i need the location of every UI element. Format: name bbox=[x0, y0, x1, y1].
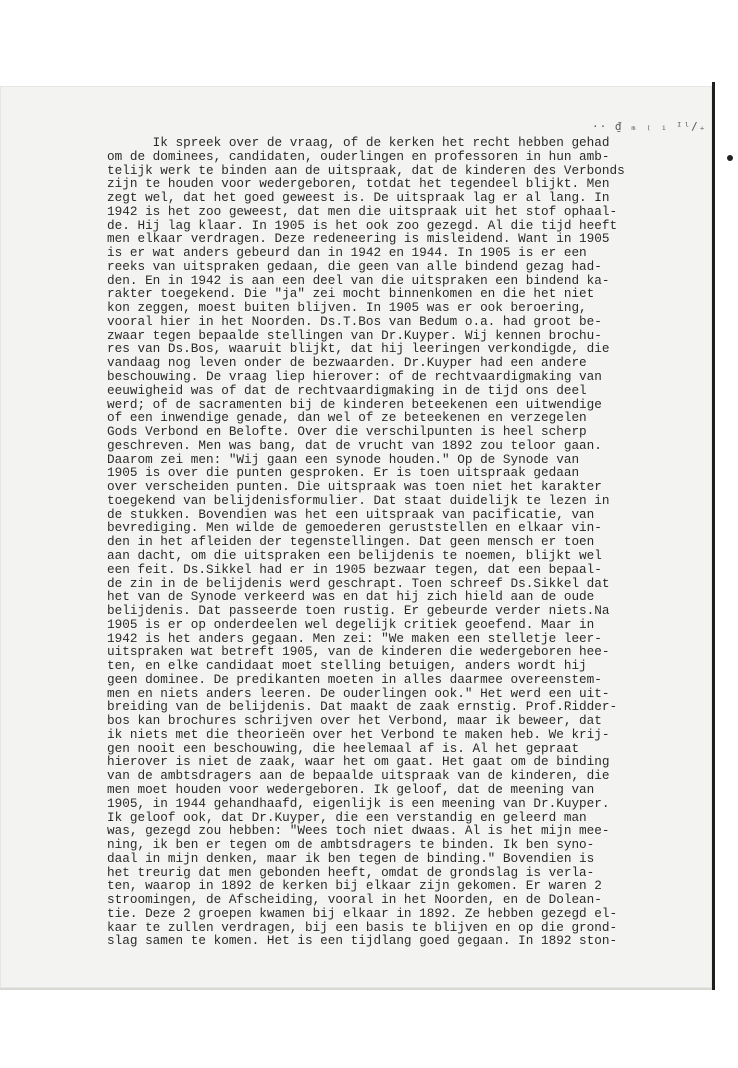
corner-marks: ·· ₫ ₘ ₍ ᵢ ᴵˡ/₊ bbox=[592, 120, 707, 133]
text-line: kaar te zullen verdragen, bij een basis te blijven en op die grond- bbox=[107, 919, 618, 935]
text-line: Ik spreek over de vraag, of de kerken het recht hebben gehad bbox=[107, 135, 610, 150]
text-line: tie. Deze 2 groepen kwamen bij elkaar in 1892. Ze hebben gezegd el- bbox=[107, 905, 618, 921]
margin-dot bbox=[727, 155, 733, 161]
text-line: toegekend van belijdenisformulier. Dat staat duidelijk te lezen in bbox=[107, 492, 610, 508]
text-line: een feit. Ds.Sikkel had er in 1905 bezwaar tegen, dat een bepaal- bbox=[107, 561, 602, 577]
page-edge-strip bbox=[712, 82, 738, 990]
text-line: ten, en elke candidaat moet stelling betuigen, anders wordt hij bbox=[107, 658, 587, 674]
text-line: 1905, in 1944 gehandhaafd, eigenlijk is een meening van Dr.Kuyper. bbox=[107, 795, 610, 811]
text-line: gen nooit een beschouwing, die heelemaal af is. Al het gepraat bbox=[107, 740, 580, 756]
text-line: ik niets met die theorieën over het Verbond te maken heb. We krij- bbox=[107, 726, 610, 742]
text-line: de. Hij lag klaar. In 1905 is het ook zoo gezegd. Al die tijd heeft bbox=[107, 217, 618, 233]
text-line: ning, ik ben er tegen om de ambtsdragers te binden. Ik ben syno- bbox=[107, 837, 595, 853]
text-line: zegt wel, dat het goed geweest is. De uitspraak lag er al lang. In bbox=[107, 190, 610, 206]
text-line: de zin in de belijdenis werd geschrapt. Toen schreef Ds.Sikkel dat bbox=[107, 575, 610, 591]
text-line: werd; of de sacramenten bij de kinderen beteekenen een uitwendige bbox=[107, 396, 602, 412]
text-line: vandaag nog leven onder de bezwaarden. Dr.Kuyper had een andere bbox=[107, 355, 587, 371]
text-line: vooral hier in het Noorden. Ds.T.Bos van Bedum o.a. had groot be- bbox=[107, 313, 602, 329]
typed-text-body bbox=[107, 136, 663, 948]
text-line: men en niets anders leeren. De ouderlingen ook." Het werd een uit- bbox=[107, 685, 610, 701]
text-line: 1942 is het anders gegaan. Men zei: "We maken een stelletje leer- bbox=[107, 630, 602, 646]
text-line: breiding van de belijdenis. Dat maakt de zaak ernstig. Prof.Ridder- bbox=[107, 699, 618, 715]
text-line: 1905 is er op onderdeelen wel degelijk critiek geoefend. Maar in bbox=[107, 616, 595, 632]
text-line: den in het afleiden der tegenstellingen. Dat geen mensch er toen bbox=[107, 534, 595, 550]
text-line: belijdenis. Dat passeerde toen rustig. Er gebeurde verder niets.Na bbox=[107, 603, 610, 619]
text-line: ten, waarop in 1892 de kerken bij elkaar zijn gekomen. Er waren 2 bbox=[107, 878, 602, 894]
text-line: hierover is niet de zaak, waar het om gaat. Het gaat om de binding bbox=[107, 754, 610, 770]
text-line: zijn te houden voor wedergeboren, totdat het tegendeel blijkt. Men bbox=[107, 176, 610, 192]
text-line: daal in mijn denken, maar ik ben tegen de binding." Bovendien is bbox=[107, 850, 595, 866]
text-line: bos kan brochures schrijven over het Verbond, maar ik beweer, dat bbox=[107, 713, 602, 729]
text-line: beschouwing. De vraag liep hierover: of de rechtvaardigmaking van bbox=[107, 369, 602, 385]
text-line: of een inwendige genade, dan wel of ze beteekenen en verzegelen bbox=[107, 410, 587, 426]
text-line: het treurig dat men gebonden heeft, omdat de grondslag is verla- bbox=[107, 864, 595, 880]
text-line: men elkaar verdragen. Deze redeneering is misleidend. Want in 1905 bbox=[107, 231, 610, 247]
paper-bottom-edge bbox=[0, 988, 712, 990]
text-line: het van de Synode verkeerd was en dat hij zich hield aan de oude bbox=[107, 589, 595, 605]
text-line: 1942 is het zoo geweest, dat men die uitspraak uit het stof ophaal- bbox=[107, 203, 618, 219]
text-line: is er wat anders gebeurd dan in 1942 en 1944. In 1905 is er een bbox=[107, 245, 587, 261]
text-line: stroomingen, de Afscheiding, vooral in het Noorden, en de Dolean- bbox=[107, 892, 602, 908]
text-line: Ik geloof ook, dat Dr.Kuyper, die een verstandig en geleerd man bbox=[107, 809, 587, 825]
text-line: geschreven. Men was bang, dat de vrucht van 1892 zou teloor gaan. bbox=[107, 437, 602, 453]
text-line: den. En in 1942 is aan een deel van die uitspraken een bindend ka- bbox=[107, 272, 610, 288]
text-line: zwaar tegen bepaalde stellingen van Dr.Kuyper. Wij kennen brochu- bbox=[107, 327, 602, 343]
text-line: geen dominee. De predikanten moeten in alles daarmee overeenstem- bbox=[107, 671, 602, 687]
text-line: om de dominees, candidaten, ouderlingen en professoren in hun amb- bbox=[107, 148, 610, 164]
text-line: Daarom zei men: "Wij gaan een synode houden." Op de Synode van bbox=[107, 451, 580, 467]
text-line: rakter toegekend. Die "ja" zei mocht binnenkomen en die het niet bbox=[107, 286, 595, 302]
text-line: de stukken. Bovendien was het een uitspraak van pacificatie, van bbox=[107, 506, 595, 522]
text-line: aan dacht, om die uitspraken een belijdenis te noemen, blijkt wel bbox=[107, 547, 602, 563]
text-line: slag samen te komen. Het is een tijdlang goed gegaan. In 1892 ston- bbox=[107, 933, 618, 949]
text-line: over verscheiden punten. Die uitspraak was toen niet het karakter bbox=[107, 479, 602, 495]
text-line: reeks van uitspraken gedaan, die geen van alle bindend gezag had- bbox=[107, 258, 602, 274]
text-line: 1905 is over die punten gesproken. Er is toen uitspraak gedaan bbox=[107, 465, 580, 481]
text-line: telijk werk te binden aan de uitspraak, dat de kinderen des Verbonds bbox=[107, 162, 625, 178]
text-line: van de ambtsdragers aan de bepaalde uitspraak van de kinderen, die bbox=[107, 768, 610, 784]
text-line: kon zeggen, moest buiten blijven. In 1905 was er ook beroering, bbox=[107, 300, 587, 316]
text-line: was, gezegd zou hebben: "Wees toch niet dwaas. Al is het mijn mee- bbox=[107, 823, 610, 839]
text-line: uitspraken wat betreft 1905, van de kinderen die wedergeboren hee- bbox=[107, 644, 610, 660]
text-line: bevrediging. Men wilde de gemoederen geruststellen en elkaar vin- bbox=[107, 520, 602, 536]
text-line: Gods Verbond en Belofte. Over die verschilpunten is heel scherp bbox=[107, 424, 587, 440]
text-line: res van Ds.Bos, waaruit blijkt, dat hij leeringen verkondigde, die bbox=[107, 341, 610, 357]
text-line: eeuwigheid was of dat de rechtvaardigmaking in de tijd ons deel bbox=[107, 382, 587, 398]
text-line: men moet houden voor wedergeboren. Ik geloof, dat de meening van bbox=[107, 781, 595, 797]
